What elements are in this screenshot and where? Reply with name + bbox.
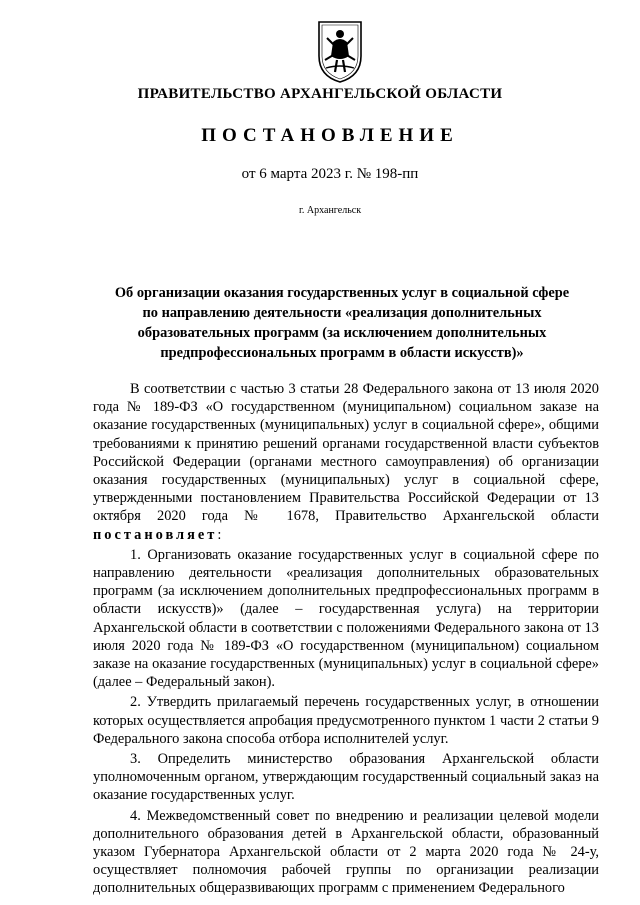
document-date-number: от 6 марта 2023 г. № 198-пп xyxy=(241,166,419,182)
item-paragraph: 1. Организовать оказание государственных услуг в социальной сфере по направлению деятельности «реализация дополнительных образовательных программ (за исключением дополнительных предпрофессиональных программ в области искусств)» (далее – государственная услуга) на территории Архангельской области в соответствии с положениями Федерального закона от 13 июля 2020 года № 189-ФЗ «О государственном (муниципальном) социальном заказе на оказание государственных (муниципальных) услуг в социальной сфере» (далее – Федеральный закон). xyxy=(93,546,599,691)
title-line: Об организации оказания государственных услуг в социальной сфере xyxy=(114,285,570,301)
document-body xyxy=(93,380,599,898)
item-paragraph: 2. Утвердить прилагаемый перечень государственных услуг, в отношении которых осуществляется апробация предусмотренного пунктом 1 части 2 статьи 9 Федерального закона способа отбора исполнителей услуг. xyxy=(93,694,599,747)
decree-punct: : xyxy=(217,526,222,543)
preamble-paragraph xyxy=(93,380,599,544)
document-city: г. Архангельск xyxy=(298,205,362,216)
item-paragraph: 3. Определить министерство образования Архангельской области уполномоченным органом, утверждающим государственный социальный заказ на оказание государственных услуг. xyxy=(93,751,599,804)
coat-of-arms-icon xyxy=(313,16,367,84)
preamble-text: В соответствии с частью 3 статьи 28 Федерального закона от 13 июля 2020 года № 189-ФЗ «О государственном (муниципальном) социальном заказе на оказание государственных (муниципальных) услуг в социальной сфере», общими требованиями к принятию решений органами государственной власти субъектов Российской Федерации (органами местного самоуправления) об организации оказания государственных (муниципальных) услуг в социальной сфере, утвержденными постановлением Правительства Российской Федерации от 13 октября 2020 года № 1678, Правительство Архангельской области xyxy=(93,381,599,525)
document-type: ПОСТАНОВЛЕНИЕ xyxy=(201,125,459,146)
title-line: по направлению деятельности «реализация дополнительных xyxy=(142,305,542,321)
item-paragraph: 4. Межведомственный совет по внедрению и реализации целевой модели дополнительного образования детей в Архангельской области, образованный указом Губернатора Архангельской области от 2 марта 2020 года № 24-у, осуществляет полномочия рабочей группы по организации реализации дополнительных общеразвивающих программ с применением Федерального xyxy=(93,807,599,897)
title-line: образовательных программ (за исключением дополнительных xyxy=(137,325,547,341)
title-line: предпрофессиональных программ в области искусств)» xyxy=(160,345,524,361)
government-name: ПРАВИТЕЛЬСТВО АРХАНГЕЛЬСКОЙ ОБЛАСТИ xyxy=(137,86,503,102)
decree-word: постановляет xyxy=(93,526,218,543)
document-title xyxy=(92,283,592,363)
